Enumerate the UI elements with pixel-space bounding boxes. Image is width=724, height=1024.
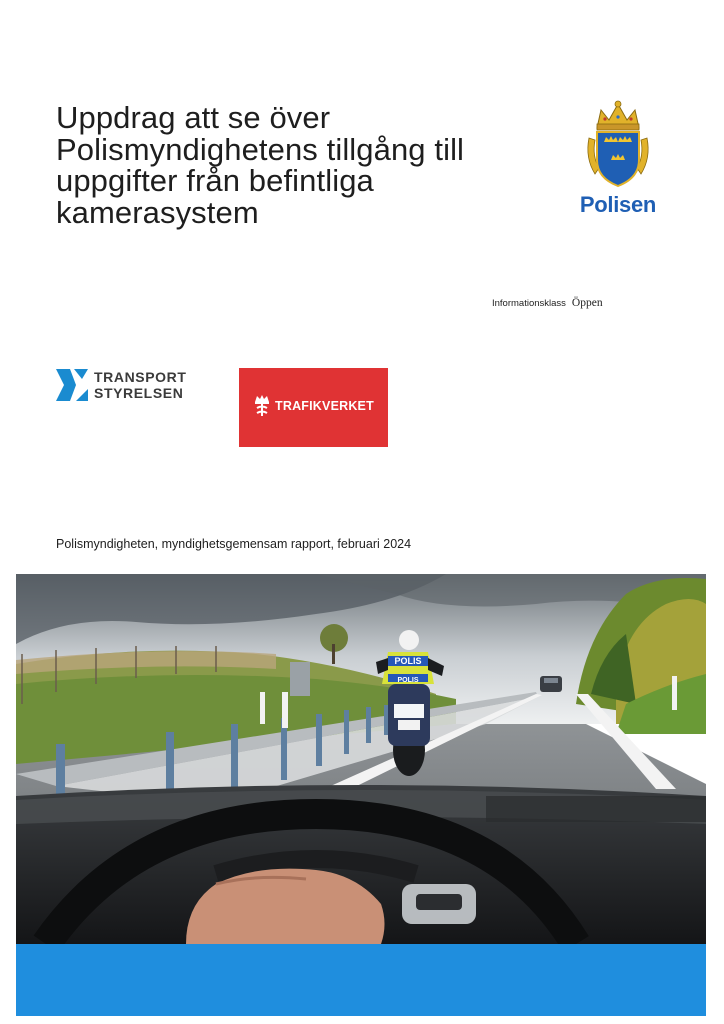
police-wordmark: Polisen: [579, 192, 657, 217]
transportstyrelsen-mark-icon: [56, 369, 88, 401]
police-logo: [572, 98, 664, 222]
trafikverket-logo: [239, 368, 388, 447]
title-line-4: kamerasystem: [56, 194, 259, 230]
transportstyrelsen-logo: [56, 368, 206, 404]
information-class: [492, 297, 603, 309]
trafikverket-wordmark: TRAFIKVERKET: [275, 399, 374, 413]
report-title: [56, 102, 526, 228]
trafikverket-crown-icon: [253, 394, 271, 418]
transportstyrelsen-line-2: STYRELSEN: [94, 385, 184, 401]
transportstyrelsen-wordmark: [94, 369, 187, 401]
title-line-2: Polismyndighetens tillgång till: [56, 131, 465, 167]
police-motorcycle-photo: [16, 574, 706, 944]
cover-photo: [16, 574, 706, 944]
motorcycle-label-bottom: POLIS: [397, 677, 419, 684]
swedish-police-crest-icon: [583, 98, 653, 190]
information-class-value: Öppen: [571, 297, 603, 309]
information-class-label: Informationsklass: [492, 298, 566, 309]
footer-blue-band: [16, 944, 706, 1016]
report-subtitle: Polismyndigheten, myndighetsgemensam rapport, februari 2024: [56, 537, 412, 551]
title-line-1: Uppdrag att se över: [56, 100, 331, 135]
motorcycle-label-top: POLIS: [394, 656, 422, 666]
title-line-3: uppgifter från befintliga: [56, 163, 374, 198]
transportstyrelsen-line-1: TRANSPORT: [94, 369, 187, 385]
